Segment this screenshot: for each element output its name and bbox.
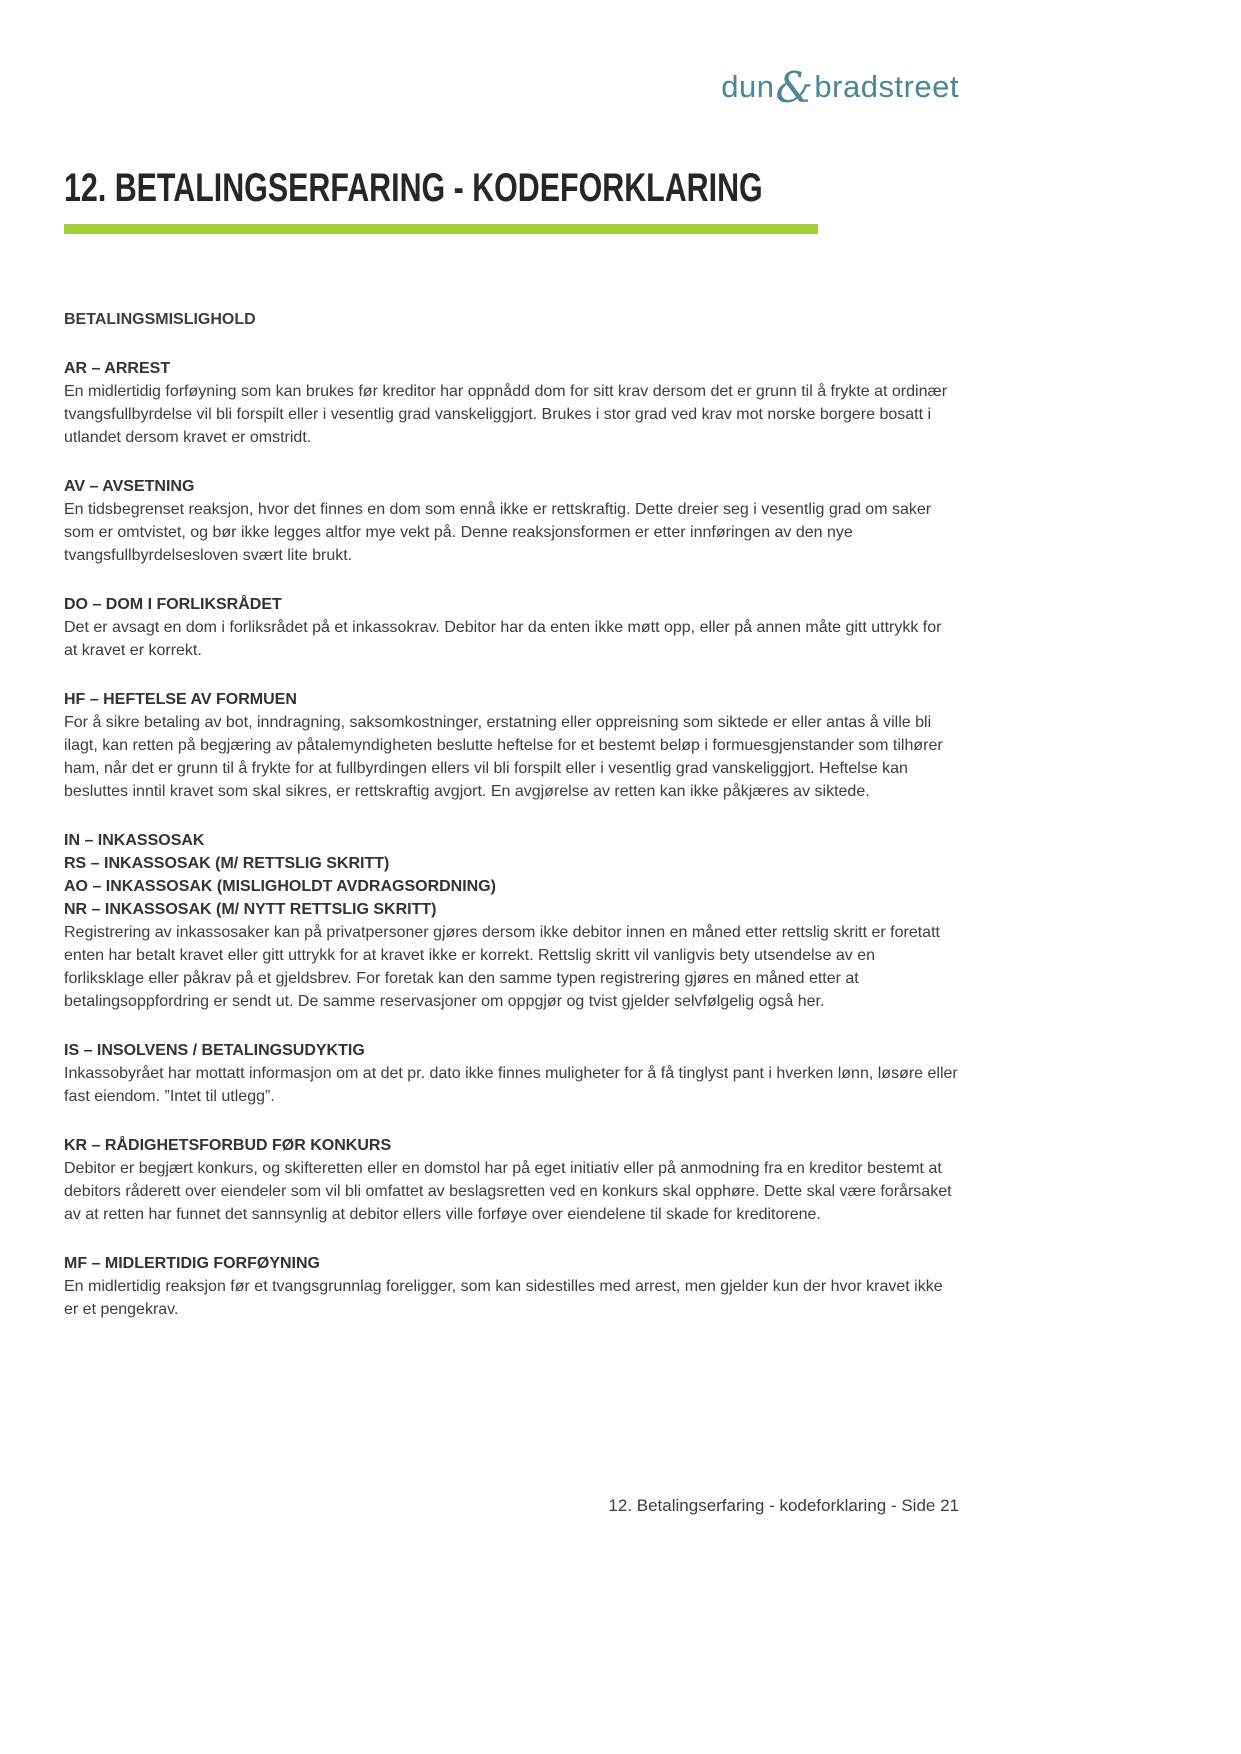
logo-text-bradstreet: bradstreet <box>814 69 959 104</box>
code-heading: IN – INKASSOSAK <box>64 832 205 849</box>
code-description: En tidsbegrenset reaksjon, hvor det finnes en dom som ennå ikke er rettskraftig. Dette dreier seg i vesentlig grad om saker som er omtvistet, og bør ikke legges altfor mye vekt på. Denne reaksjonsformen er etter innføringen av den nye tvangsfullbyrdelsesloven svært lite brukt. <box>64 501 932 564</box>
footer-text: 12. Betalingserfaring - kodeforklaring - Side 21 <box>608 1496 959 1515</box>
code-heading: AV – AVSETNING <box>64 478 195 495</box>
code-heading: KR – RÅDIGHETSFORBUD FØR KONKURS <box>64 1137 392 1154</box>
code-entry-kr <box>64 1134 959 1226</box>
dun-bradstreet-logo <box>64 63 959 112</box>
code-entry-inkassosak <box>64 829 959 1013</box>
logo-ampersand-icon: & <box>775 63 814 112</box>
code-heading: MF – MIDLERTIDIG FORFØYNING <box>64 1255 320 1272</box>
code-description: Debitor er begjært konkurs, og skifteretten eller en domstol har på eget initiativ eller på anmodning fra en kreditor bestemt at debitors råderett over eiendeler som vil bli omfattet av beslagsretten ved en konkurs skal opphøre. Dette skal være forårsaket av at retten har funnet det sannsynlig at debitor ellers ville forføye over eiendelene til skade for kreditorene. <box>64 1160 952 1223</box>
title-underline-bar <box>64 224 818 234</box>
logo-text-dun: dun <box>721 69 775 104</box>
code-entry-av <box>64 475 959 567</box>
code-heading: NR – INKASSOSAK (M/ NYTT RETTSLIG SKRITT) <box>64 901 437 918</box>
code-description: En midlertidig reaksjon før et tvangsgrunnlag foreligger, som kan sidestilles med arrest, men gjelder kun der hvor kravet ikke er et pengekrav. <box>64 1278 943 1318</box>
code-heading: DO – DOM I FORLIKSRÅDET <box>64 596 282 613</box>
code-description: Registrering av inkassosaker kan på privatpersoner gjøres dersom ikke debitor innen en måned etter rettslig skritt er foretatt enten har betalt kravet eller gitt uttrykk for at kravet ikke er korrekt. Rettslig skritt vil vanligvis bety utsendelse av en forliksklage eller påkrav på et gjeldsbrev. For foretak kan den samme typen registrering gjøres en måned etter at betalingsoppfordring er sendt ut. De samme reservasjoner om oppgjør og tvist gjelder selvfølgelig også her. <box>64 924 940 1010</box>
code-description: Det er avsagt en dom i forliksrådet på et inkassokrav. Debitor har da enten ikke møtt opp, eller på annen måte gitt uttrykk for at kravet er korrekt. <box>64 619 942 659</box>
code-heading: RS – INKASSOSAK (M/ RETTSLIG SKRITT) <box>64 855 390 872</box>
code-entry-hf <box>64 688 959 803</box>
code-heading: HF – HEFTELSE AV FORMUEN <box>64 691 297 708</box>
code-entry-do <box>64 593 959 662</box>
code-entry-ar <box>64 357 959 449</box>
code-heading: AO – INKASSOSAK (MISLIGHOLDT AVDRAGSORDNING) <box>64 878 497 895</box>
code-description: En midlertidig forføyning som kan brukes før kreditor har oppnådd dom for sitt krav dersom det er grunn til å frykte at ordinær tvangsfullbyrdelse vil bli forspilt eller i vesentlig grad vanskeliggjort. Brukes i stor grad ved krav mot norske borgere bosatt i utlandet dersom kravet er omstridt. <box>64 383 948 446</box>
code-heading: AR – ARREST <box>64 360 171 377</box>
code-description: Inkassobyrået har mottatt informasjon om at det pr. dato ikke finnes muligheter for å få tinglyst pant i hverken lønn, løsøre eller fast eiendom. ”Intet til utlegg”. <box>64 1065 958 1105</box>
code-entry-mf <box>64 1252 959 1321</box>
page-footer <box>64 1496 959 1516</box>
code-description: For å sikre betaling av bot, inndragning, saksomkostninger, erstatning eller oppreisning som siktede er eller antas å ville bli ilagt, kan retten på begjæring av påtalemyndigheten beslutte heftelse for et bestemt beløp i formuesgjenstander som tilhører ham, når det er grunn til å frykte for at fullbyrdingen ellers vil bli forspilt eller i vesentlig grad vanskeliggjort. Heftelse kan besluttes inntil kravet som skal sikres, er rettskraftig avgjort. En avgjørelse av retten kan ikke påkjæres av siktede. <box>64 714 943 800</box>
code-heading: IS – INSOLVENS / BETALINGSUDYKTIG <box>64 1042 365 1059</box>
page-content <box>64 0 959 1321</box>
code-entry-is <box>64 1039 959 1108</box>
page-title: 12. BETALINGSERFARING - KODEFORKLARING <box>64 166 763 210</box>
section-heading: BETALINGSMISLIGHOLD <box>64 311 256 328</box>
